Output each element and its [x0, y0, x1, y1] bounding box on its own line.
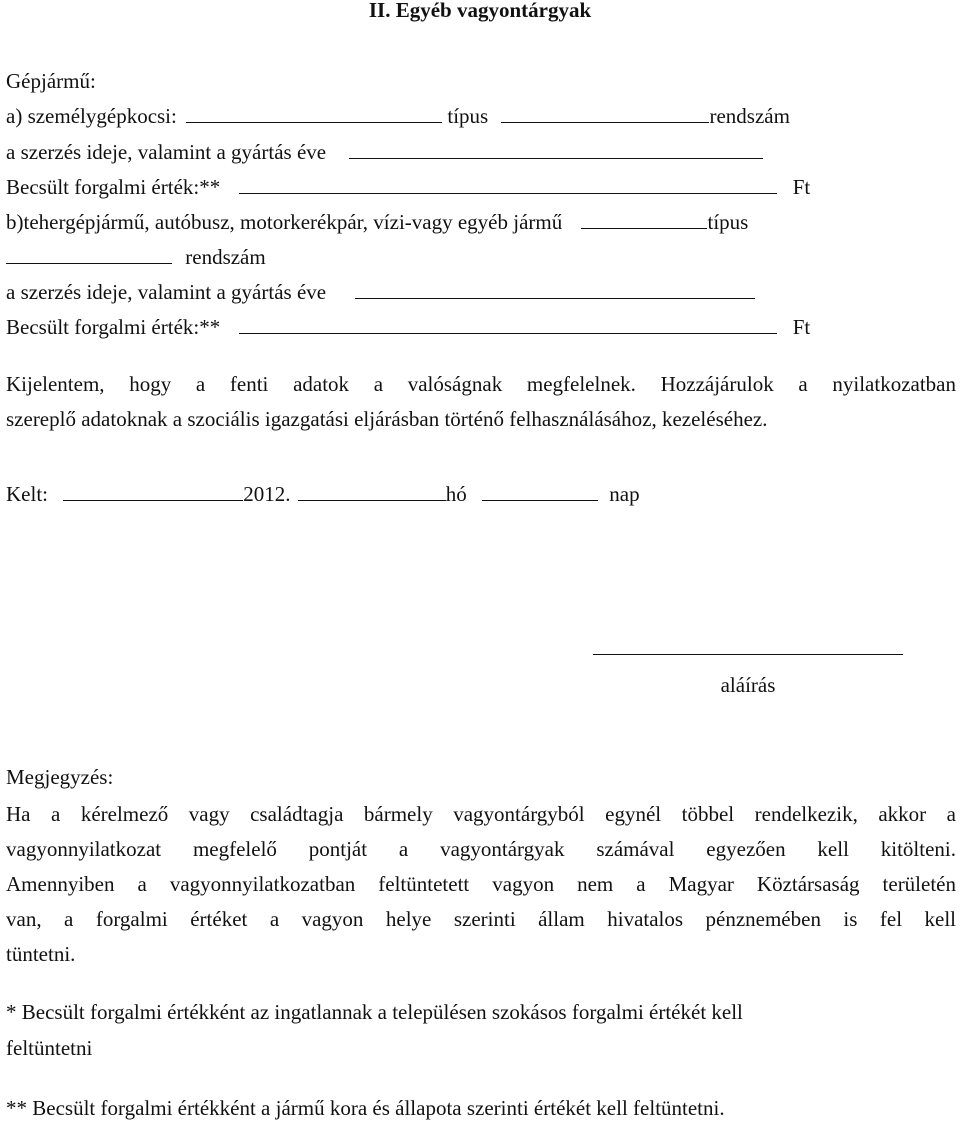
- car-value-field[interactable]: [239, 175, 777, 194]
- truck-acquired-field[interactable]: [355, 280, 755, 299]
- declaration-line-2: szereplő adatoknak a szociális igazgatási eljárásban történő felhasználásához, kezeléséhez.: [6, 407, 768, 431]
- day-label: nap: [609, 482, 640, 506]
- note-line-2: vagyonnyilatkozat megfelelő pontját a vagyontárgyak számával egyezően kell kitölteni.: [6, 837, 956, 861]
- footnote-2: ** Becsült forgalmi értékként a jármű kora és állapota szerinti értékét kell feltüntetni.: [6, 1096, 725, 1120]
- truck-acquired-row: [6, 279, 755, 305]
- truck-plate-row: [6, 244, 266, 270]
- signature-label: aláírás: [720, 673, 776, 697]
- note-line-3: Amennyiben a vagyonnyilatkozatban feltüntetett vagyon nem a Magyar Köztársaság területén: [6, 872, 956, 896]
- car-plate-field[interactable]: [501, 104, 709, 123]
- month-field[interactable]: [298, 482, 446, 501]
- truck-type-label: típus: [707, 210, 749, 234]
- truck-acquired-label: a szerzés ideje, valamint a gyártás éve: [6, 280, 327, 304]
- car-acquired-field[interactable]: [349, 140, 763, 159]
- car-currency: Ft: [792, 175, 811, 199]
- truck-type-field[interactable]: [581, 210, 707, 229]
- declaration-paragraph: [6, 371, 956, 441]
- note-line-4: van, a forgalmi értéket a vagyon helye szerinti állam hivatalos pénznemében is fel kell: [6, 907, 956, 931]
- truck-plate-field[interactable]: [6, 245, 172, 264]
- note-heading: Megjegyzés:: [6, 765, 114, 789]
- signature-line[interactable]: [593, 654, 903, 655]
- vehicle-section-label: Gépjármű:: [6, 69, 96, 93]
- declaration-line-1: Kijelentem, hogy a fenti adatok a valóságnak megfelelnek. Hozzájárulok a nyilatkozatban: [6, 372, 956, 396]
- footnote-1-line-2: feltüntetni: [6, 1036, 93, 1060]
- section-title: II. Egyéb vagyontárgyak: [368, 0, 592, 22]
- car-plate-label: rendszám: [709, 104, 790, 128]
- year-label: 2012.: [243, 482, 291, 506]
- car-value-label: Becsült forgalmi érték:**: [6, 175, 221, 199]
- truck-value-label: Becsült forgalmi érték:**: [6, 315, 221, 339]
- truck-label: b)tehergépjármű, autóbusz, motorkerékpár, vízi-vagy egyéb jármű: [6, 210, 563, 234]
- car-type-field[interactable]: [186, 104, 442, 123]
- note-paragraph: [6, 801, 956, 976]
- date-row: [6, 481, 640, 507]
- note-line-1: Ha a kérelmező vagy családtagja bármely vagyontárgyból egynél többel rendelkezik, akkor a: [6, 802, 956, 826]
- car-label: a) személygépkocsi:: [6, 104, 177, 128]
- car-row: [6, 103, 790, 129]
- truck-plate-label: rendszám: [185, 245, 266, 269]
- truck-currency: Ft: [792, 315, 811, 339]
- note-line-5: tüntetni.: [6, 942, 76, 966]
- car-value-row: [6, 174, 810, 200]
- month-label: hó: [445, 482, 467, 506]
- car-acquired-row: [6, 139, 763, 165]
- truck-value-field[interactable]: [239, 315, 777, 334]
- truck-row: [6, 209, 748, 235]
- day-field[interactable]: [482, 482, 598, 501]
- truck-value-row: [6, 314, 810, 340]
- footnote-1-line-1: * Becsült forgalmi értékként az ingatlannak a településen szokásos forgalmi értékét kell: [6, 1000, 743, 1024]
- place-field[interactable]: [63, 482, 243, 501]
- kelt-label: Kelt:: [6, 482, 48, 506]
- car-type-label: típus: [447, 104, 489, 128]
- car-acquired-label: a szerzés ideje, valamint a gyártás éve: [6, 140, 327, 164]
